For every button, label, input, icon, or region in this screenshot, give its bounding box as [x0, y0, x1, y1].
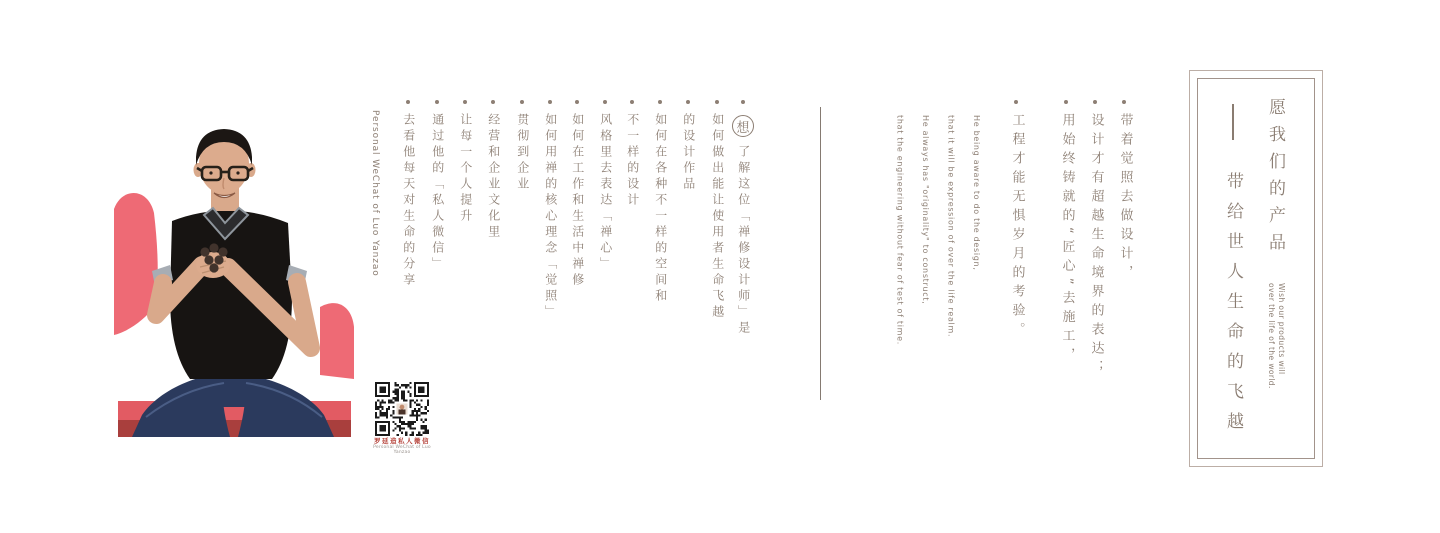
quote-line: He always has "originality" to construct,	[921, 115, 930, 305]
bullet-icon	[463, 100, 467, 104]
intro-text: 去看他每天对生命的分享	[401, 113, 416, 289]
slogan-line-2	[1220, 104, 1246, 442]
quote-line: He being aware to do the design,	[972, 115, 981, 271]
intro-text: 如何用禅的核心理念「觉照」	[543, 113, 558, 321]
intro-text: 经营和企业文化里	[486, 113, 501, 241]
qr-caption-cn: 罗延造私人微信	[374, 437, 430, 445]
intro-column-11	[456, 100, 474, 225]
intro-text: 了解这位「禅修设计师」是	[736, 145, 751, 337]
wechat-label-text: Personal WeChat of Luo Yanzao	[370, 110, 380, 277]
wechat-vertical-label	[369, 110, 381, 277]
bullet-icon	[686, 100, 690, 104]
circled-char: 想	[732, 115, 754, 137]
slogan-box	[1189, 70, 1323, 467]
intro-text: 如何在工作和生活中禅修	[570, 113, 585, 289]
bullet-icon	[603, 100, 607, 104]
principle-column-2	[1085, 100, 1105, 379]
bullet-icon	[1093, 100, 1097, 104]
bullet-icon	[715, 100, 719, 104]
intro-column-10	[484, 100, 502, 241]
wechat-qr-code	[375, 382, 429, 436]
bullet-icon	[1064, 100, 1068, 104]
slogan-box-inner-border	[1197, 78, 1315, 459]
qr-caption-en: Personal WeChat of Luo Yanzao	[373, 445, 431, 455]
slogan-en-1: Wish our products will	[1277, 283, 1286, 375]
intro-column-2	[708, 100, 726, 321]
intro-column-6	[596, 100, 614, 273]
intro-text: 不一样的设计	[625, 113, 640, 209]
bullet-icon	[1122, 100, 1126, 104]
principle-text: 工程才能无惧岁月的考验。	[1009, 113, 1025, 341]
wechat-qr-block	[368, 382, 436, 455]
quote-line: that the engineering without fear of test of time.	[895, 115, 905, 345]
bullet-icon	[575, 100, 579, 104]
slogan-english	[1266, 283, 1286, 453]
slogan-line-1	[1262, 98, 1288, 260]
intro-text: 如何在各种不一样的空间和	[653, 113, 668, 305]
bullet-icon	[435, 100, 439, 104]
intro-column-5	[623, 100, 641, 209]
bullet-icon	[630, 100, 634, 104]
slogan-en-2: over the life of the world.	[1267, 283, 1276, 389]
em-dash	[1232, 104, 1234, 140]
principle-column-3	[1056, 100, 1076, 366]
principle-text: 带着觉照去做设计，	[1117, 113, 1133, 284]
intro-text: 贯彻到企业	[515, 113, 530, 193]
bullet-icon	[741, 100, 745, 104]
intro-column-3	[679, 100, 697, 193]
principle-text: 用始终铸就的“匠心”去施工，	[1059, 113, 1075, 367]
portrait-illustration	[112, 125, 357, 437]
english-quote-block	[887, 115, 989, 455]
slogan-cn-2: 带给世人生命的飞越	[1223, 172, 1244, 442]
intro-column-1	[732, 100, 754, 337]
intro-text: 的设计作品	[681, 113, 696, 193]
bullet-icon	[1014, 100, 1018, 104]
intro-column-4	[651, 100, 669, 305]
portrait-photo	[112, 125, 357, 437]
intro-column-12	[428, 100, 446, 273]
bullet-icon	[548, 100, 552, 104]
intro-text: 通过他的「私人微信」	[430, 113, 445, 273]
slogan-cn-1: 愿我们的产品	[1265, 98, 1286, 260]
intro-text: 如何做出能让使用者生命飞越	[710, 113, 725, 321]
intro-text: 风格里去表达「禅心」	[598, 113, 613, 273]
intro-column-9	[513, 100, 531, 193]
bullet-icon	[520, 100, 524, 104]
bullet-icon	[406, 100, 410, 104]
intro-text: 让每一个人提升	[458, 113, 473, 225]
principle-text: 设计才有超越生命境界的表达；	[1088, 113, 1104, 379]
quote-line: that it will be expression of over the life realm.	[946, 115, 956, 338]
bullet-icon	[658, 100, 662, 104]
intro-column-13	[399, 100, 417, 289]
principle-column-1	[1114, 100, 1134, 284]
bullet-icon	[491, 100, 495, 104]
vertical-divider	[820, 107, 821, 400]
principle-column-4	[1006, 100, 1026, 341]
intro-column-8	[541, 100, 559, 321]
intro-column-7	[568, 100, 586, 289]
